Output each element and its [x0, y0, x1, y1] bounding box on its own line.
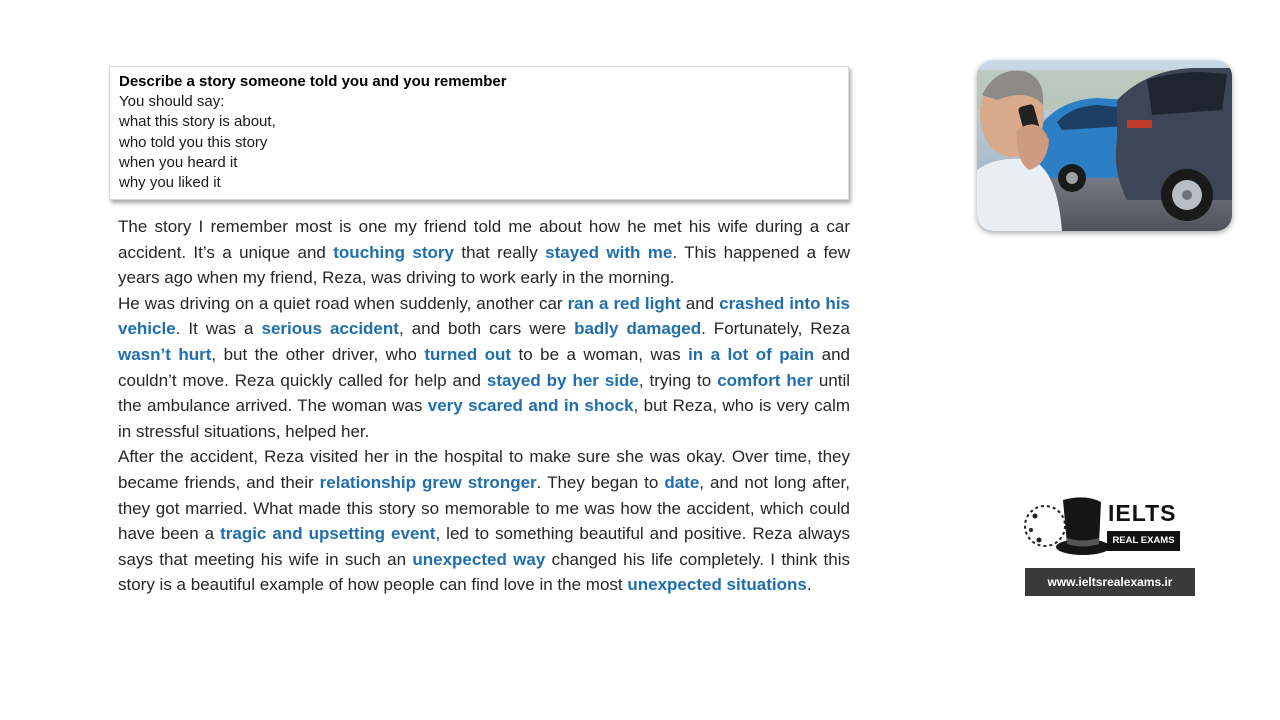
highlighted-phrase: date — [664, 472, 700, 492]
highlighted-phrase: comfort her — [717, 370, 813, 390]
answer-text: that really — [453, 242, 546, 262]
car-accident-photo — [977, 60, 1232, 231]
website-url[interactable]: www.ieltsrealexams.ir — [1025, 568, 1195, 596]
sample-answer — [118, 214, 850, 598]
cue-card-line: why you liked it — [119, 174, 221, 192]
answer-paragraph — [118, 214, 850, 291]
logo-name: IELTS — [1108, 500, 1177, 526]
highlighted-phrase: relationship grew stronger — [319, 472, 537, 492]
highlighted-phrase: unexpected way — [412, 549, 546, 569]
cue-card-title: Describe a story someone told you and you remember — [119, 73, 507, 90]
cue-card-line: You should say: — [119, 93, 225, 111]
answer-paragraph — [118, 291, 850, 445]
car-accident-image — [977, 60, 1232, 231]
highlighted-phrase: badly damaged — [574, 319, 702, 339]
answer-text: and — [680, 293, 720, 313]
cue-card-line: when you heard it — [119, 153, 238, 171]
highlighted-phrase: in a lot of pain — [688, 344, 815, 364]
highlighted-phrase: touching story — [333, 242, 454, 262]
answer-text: , led to something beautiful and positive. Reza always says that meeting his wife in such an — [118, 524, 850, 569]
answer-text: . They began to — [536, 472, 665, 492]
answer-text: , trying to — [638, 370, 718, 390]
cue-card-line: who told you this story — [119, 133, 268, 151]
answer-text: until the ambulance arrived. The woman was — [118, 370, 851, 416]
highlighted-phrase: wasn’t hurt — [118, 344, 212, 364]
answer-text: After the accident, Reza visited her in the hospital to make sure she was okay. Over time, they became friends, and their — [118, 447, 850, 492]
answer-text: The story I remember most is one my friend told me about how he met his wife during a car accident. It’s a unique and — [118, 217, 850, 262]
answer-text: and couldn’t move. Reza quickly called for help and — [118, 344, 850, 390]
answer-paragraph — [118, 444, 850, 598]
answer-text: . This happened a few years ago when my friend, Reza, was driving to work early in the morning. — [118, 242, 850, 288]
answer-text: , but the other driver, who — [211, 344, 425, 364]
answer-text: . — [806, 575, 812, 595]
highlighted-phrase: unexpected situations — [627, 575, 807, 595]
cue-card — [109, 66, 849, 200]
highlighted-phrase: stayed with me — [545, 242, 673, 262]
answer-text: , and not long after, they got married. What made this story so memorable to me was how the accident, which could have been a — [118, 472, 850, 544]
highlighted-phrase: ran a red light — [567, 293, 681, 313]
highlighted-phrase: serious accident — [261, 319, 399, 339]
highlighted-phrase: very scared and in shock — [427, 396, 634, 416]
answer-text: to be a woman, was — [511, 344, 689, 364]
highlighted-phrase: tragic and upsetting event — [220, 524, 436, 544]
answer-text: , but Reza, who is very calm in stressful situations, helped her. — [118, 396, 851, 441]
answer-text: changed his life completely. I think this story is a beautiful example of how people can find love in the most — [118, 549, 851, 595]
logo-badge: REAL EXAMS — [1107, 531, 1180, 551]
magic-hat-icon — [1025, 497, 1110, 555]
answer-text: , and both cars were — [398, 319, 575, 339]
answer-text: . Fortunately, Reza — [701, 319, 850, 339]
highlighted-phrase: crashed into his vehicle — [118, 293, 850, 339]
answer-text: . It was a — [175, 319, 262, 339]
answer-text: He was driving on a quiet road when suddenly, another car — [118, 293, 568, 313]
highlighted-phrase: stayed by her side — [486, 370, 639, 390]
cue-card-line: what this story is about, — [119, 113, 276, 131]
highlighted-phrase: turned out — [424, 344, 512, 364]
